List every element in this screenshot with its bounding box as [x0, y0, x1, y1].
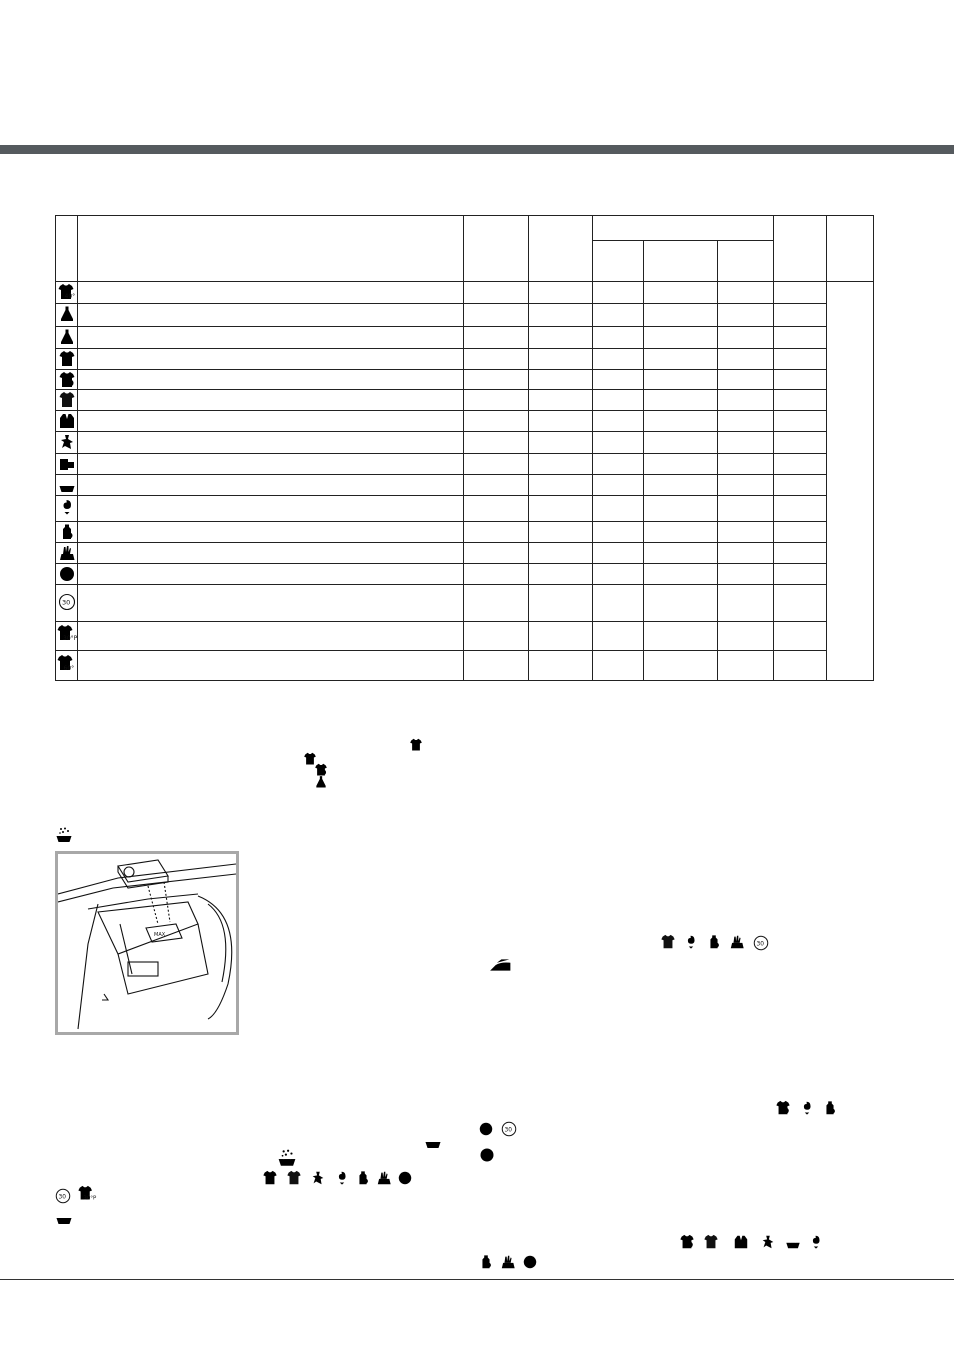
- hand-wash-basin-icon: [424, 1132, 442, 1150]
- header-cell: [78, 216, 464, 282]
- dark-shirt-icon: [286, 1170, 302, 1186]
- dark-shirt-icon: [58, 391, 76, 409]
- table-row: [56, 349, 874, 370]
- table-row: [56, 327, 874, 349]
- silk-dress-icon: [760, 1234, 776, 1250]
- table-row: [56, 564, 874, 585]
- cotton-60-icon: [56, 654, 78, 676]
- iron-icon: [478, 956, 518, 974]
- spin-spiral-icon: [799, 1100, 815, 1116]
- table-row: [56, 475, 874, 496]
- table-row: [56, 585, 874, 622]
- spin-spiral-icon: [808, 1234, 824, 1250]
- wool-ball-icon: [397, 1170, 413, 1186]
- cotton-90p-icon: [56, 624, 78, 646]
- svg-text:30°P: 30°P: [83, 1195, 97, 1202]
- jacket-icon: [58, 412, 76, 430]
- table-row: [56, 282, 874, 304]
- footer-rule: [0, 1279, 954, 1280]
- header-cell: [718, 241, 774, 282]
- quick-30-icon: [54, 1187, 72, 1205]
- silk-dress-icon: [58, 433, 76, 451]
- delicate-hand-icon: [500, 1254, 516, 1270]
- header-bar: [0, 145, 954, 154]
- shirt-icon: [262, 1170, 278, 1186]
- header-cell: [774, 216, 827, 282]
- header-cell: [464, 216, 529, 282]
- table-row: [56, 304, 874, 327]
- hand-wash-basin-icon: [784, 1234, 802, 1250]
- quick-30-icon: [752, 934, 770, 952]
- svg-text:30: 30: [58, 1194, 66, 1201]
- spin-spiral-icon: [58, 498, 76, 516]
- quick-30-icon: [500, 1120, 518, 1138]
- jacket-icon: [731, 1234, 751, 1250]
- delicate-hand-icon: [376, 1170, 392, 1186]
- quick-30-icon: [57, 592, 77, 612]
- shirt-stain-icon: [679, 1234, 695, 1250]
- cotton-40-icon: [57, 283, 77, 303]
- header-cell: [827, 216, 874, 282]
- prewash-basin-icon: [55, 826, 73, 844]
- header-cell: [56, 216, 78, 282]
- table-row: [56, 411, 874, 432]
- synthetic-bottle-icon: [58, 328, 76, 346]
- hand-wash-basin-icon: [58, 476, 76, 494]
- header-cell: [593, 216, 774, 241]
- wool-ball-icon: [522, 1254, 538, 1270]
- table-row: [56, 370, 874, 390]
- shirt-icon: [409, 738, 423, 752]
- programmes-table: [55, 215, 874, 681]
- delicate-hand-icon: [729, 934, 745, 950]
- shirt-icon: [58, 350, 76, 368]
- svg-text:30°P: 30°P: [63, 635, 78, 642]
- hand-wash-basin-icon: [55, 1208, 73, 1226]
- spin-spiral-icon: [334, 1170, 350, 1186]
- synthetic-bottle-icon: [314, 775, 328, 789]
- wool-ball-icon: [478, 1121, 494, 1137]
- table-header-row: [56, 216, 874, 241]
- baby-bottle-icon: [58, 523, 76, 541]
- header-cell: [529, 216, 593, 282]
- table-row: [56, 522, 874, 543]
- wool-ball-icon: [58, 565, 76, 583]
- header-cell: [644, 241, 718, 282]
- cotton-90p-icon: [76, 1185, 98, 1205]
- table-row: [56, 390, 874, 411]
- table-row: [56, 651, 874, 681]
- svg-text:30: 30: [62, 598, 71, 607]
- detergent-drawer-illustration: [55, 851, 239, 1035]
- dark-shirt-icon: [660, 934, 676, 950]
- svg-text:60°: 60°: [63, 665, 75, 672]
- dark-shirt-icon: [703, 1234, 719, 1250]
- baby-bottle-icon: [355, 1170, 371, 1186]
- svg-text:MAX: MAX: [154, 932, 166, 938]
- table-row: [56, 496, 874, 522]
- table-row: [56, 622, 874, 651]
- synthetic-bottle-icon: [58, 305, 76, 323]
- baby-bottle-icon: [822, 1100, 838, 1116]
- svg-text:40°: 40°: [64, 293, 76, 300]
- delicate-hand-icon: [58, 544, 76, 562]
- header-cell: [593, 241, 644, 282]
- shirt-stain-icon: [58, 371, 76, 389]
- baby-bottle-icon: [706, 934, 722, 950]
- table-row: [56, 543, 874, 564]
- merged-cell: [827, 282, 874, 681]
- silk-dress-icon: [310, 1170, 326, 1186]
- table-row: [56, 454, 874, 475]
- svg-text:30: 30: [504, 1127, 512, 1134]
- duvet-icon: [58, 455, 76, 473]
- baby-bottle-icon: [478, 1254, 494, 1270]
- svg-text:30: 30: [756, 941, 764, 948]
- shirt-stain-icon: [775, 1100, 791, 1116]
- stopwatch-icon: [478, 1144, 496, 1164]
- prewash-basin-icon: [277, 1148, 297, 1168]
- spin-spiral-icon: [683, 934, 699, 950]
- table-row: [56, 432, 874, 454]
